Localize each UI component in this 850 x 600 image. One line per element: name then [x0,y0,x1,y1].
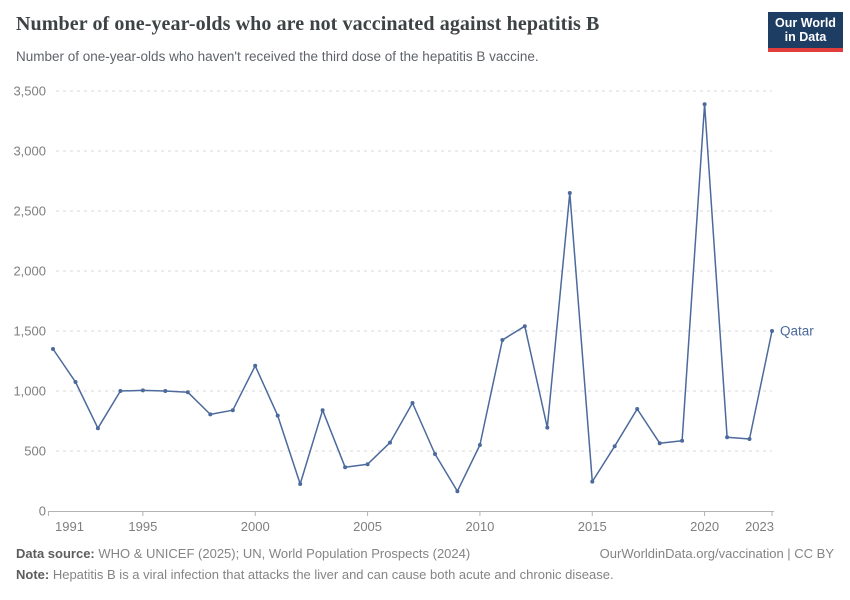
data-point[interactable] [500,338,504,342]
y-axis-tick-label: 3,000 [13,143,46,159]
x-axis-tick-label: 1995 [128,519,158,534]
data-point[interactable] [680,439,684,443]
data-point[interactable] [276,414,280,418]
y-axis-tick-label: 500 [24,443,46,459]
data-point[interactable] [74,380,78,384]
x-axis-tick-label: 2020 [690,519,720,534]
data-point[interactable] [748,437,752,441]
y-axis-tick-label: 1,500 [13,323,46,339]
data-point[interactable] [770,329,774,333]
data-point[interactable] [343,465,347,469]
data-point[interactable] [118,389,122,393]
data-point[interactable] [51,347,55,351]
y-axis-tick-label: 3,500 [13,83,46,99]
data-source-label: Data source: [16,546,95,561]
data-point[interactable] [298,482,302,486]
data-point[interactable] [388,441,392,445]
owid-citation-link[interactable]: OurWorldinData.org/vaccination | CC BY [599,546,834,561]
note-label: Note: [16,567,50,582]
chart-title: Number of one-year-olds who are not vaccinated against hepatitis B [16,13,600,35]
data-point[interactable] [523,324,527,328]
data-point[interactable] [163,389,167,393]
data-point[interactable] [96,426,100,430]
chart-note [16,567,834,582]
data-point[interactable] [568,191,572,195]
data-point[interactable] [725,435,729,439]
data-point[interactable] [141,388,145,392]
data-point[interactable] [635,407,639,411]
data-point[interactable] [433,452,437,456]
data-point[interactable] [208,412,212,416]
y-axis-tick-label: 0 [38,503,46,519]
x-axis-tick-label: 2015 [577,519,607,534]
y-axis-tick-label: 1,000 [13,383,46,399]
series-end-label[interactable]: Qatar [780,323,814,339]
logo-line1: Our World [775,16,836,30]
data-point[interactable] [186,390,190,394]
owid-logo [768,12,843,52]
data-point[interactable] [703,102,707,106]
data-point[interactable] [253,364,257,368]
data-point[interactable] [545,426,549,430]
data-point[interactable] [455,489,459,493]
x-axis-tick-label: 2000 [240,519,270,534]
data-point[interactable] [478,443,482,447]
x-axis-tick-label: 2005 [353,519,383,534]
x-axis-tick-label: 2023 [745,519,774,534]
y-axis-tick-label: 2,500 [13,203,46,219]
chart-footer [16,546,834,582]
data-point[interactable] [231,408,235,412]
data-point[interactable] [321,408,325,412]
chart-subtitle: Number of one-year-olds who haven't received the third dose of the hepatitis B vaccine. [16,49,539,64]
data-source [16,546,470,561]
note-text: Hepatitis B is a viral infection that attacks the liver and can cause both acute and chronic disease. [49,567,614,582]
data-point[interactable] [411,401,415,405]
line-chart[interactable] [0,80,850,555]
data-source-text: WHO & UNICEF (2025); UN, World Population Prospects (2024) [94,546,471,561]
data-point[interactable] [590,480,594,484]
x-axis-tick-label: 1991 [55,519,84,534]
logo-line2: in Data [784,30,827,44]
y-axis-tick-label: 2,000 [13,263,46,279]
data-point[interactable] [366,462,370,466]
data-point[interactable] [658,441,662,445]
data-point[interactable] [613,444,617,448]
x-axis-tick-label: 2010 [465,519,495,534]
series-line[interactable] [53,104,772,491]
